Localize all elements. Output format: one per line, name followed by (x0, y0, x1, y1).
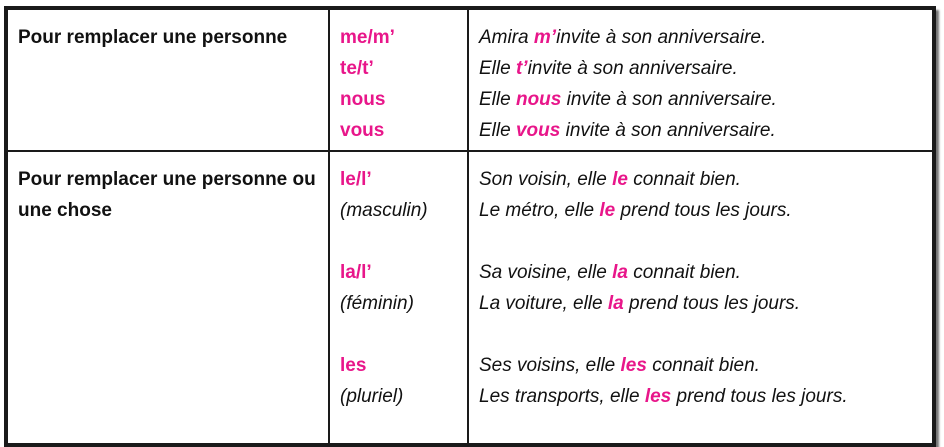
example-sentence: Ses voisins, elle les connait bien. (479, 355, 760, 376)
example-pronoun: vous (515, 120, 561, 141)
gender-label: (féminin) (340, 293, 414, 314)
pronoun-label: le/l’ (340, 169, 372, 190)
examples-cell (468, 8, 934, 151)
example-sentence: Amira m’invite à son anniversaire. (479, 27, 767, 48)
table-row (6, 8, 934, 151)
example-pronoun: la (612, 262, 628, 283)
pronoun-table (4, 6, 936, 447)
example-pronoun: les (620, 355, 647, 376)
example-sentence: Elle t’invite à son anniversaire. (479, 58, 738, 79)
pronoun-label: nous (340, 89, 386, 110)
example-sentence: Sa voisine, elle la connait bien. (479, 262, 741, 283)
example-pronoun: les (644, 386, 672, 407)
gender-label: (masculin) (340, 200, 428, 221)
example-pronoun: le (612, 169, 628, 190)
description-text: Pour remplacer une personne (18, 27, 288, 48)
description-text: Pour remplacer une personne ou une chose (18, 169, 316, 221)
pronoun-cell (329, 151, 468, 445)
example-pronoun: m’ (533, 27, 557, 48)
example-pronoun: le (599, 200, 616, 221)
pronoun-label: les (340, 355, 367, 376)
example-sentence: Elle vous invite à son anniversaire. (479, 120, 776, 141)
table-row (6, 151, 934, 445)
examples-cell (468, 151, 934, 445)
row-description (6, 151, 329, 445)
example-pronoun: la (607, 293, 624, 314)
pronoun-label: vous (340, 120, 385, 141)
pronoun-label: me/m’ (340, 27, 395, 48)
example-sentence: Le métro, elle le prend tous les jours. (479, 200, 792, 221)
pronoun-label: te/t’ (340, 58, 374, 79)
example-pronoun: nous (515, 89, 562, 110)
row-description (6, 8, 329, 151)
pronoun-label: la/l’ (340, 262, 372, 283)
example-pronoun: t’ (515, 58, 528, 79)
example-sentence: Elle nous invite à son anniversaire. (479, 89, 777, 110)
example-sentence: Son voisin, elle le connait bien. (479, 169, 741, 190)
pronoun-cell (329, 8, 468, 151)
example-sentence: La voiture, elle la prend tous les jours. (479, 293, 801, 314)
example-sentence: Les transports, elle les prend tous les jours. (479, 386, 848, 407)
gender-label: (pluriel) (340, 386, 404, 407)
